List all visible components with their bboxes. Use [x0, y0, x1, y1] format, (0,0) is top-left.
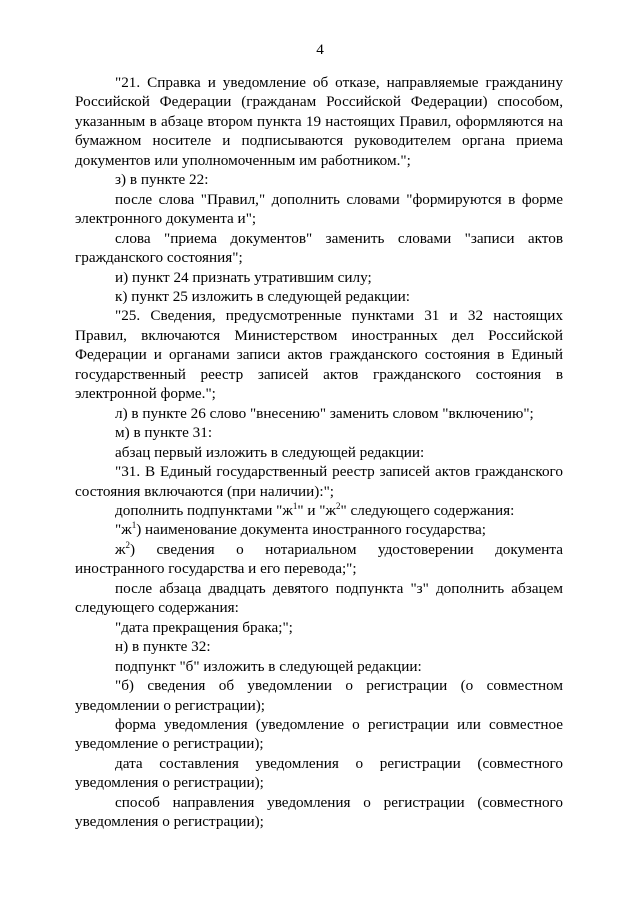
superscript: 1 [292, 500, 298, 511]
paragraph-subpoint-zh1 [75, 520, 563, 539]
paragraph-amendment-k: к) пункт 25 изложить в следующей редакции: [115, 287, 411, 305]
paragraph-add-subpoints [75, 501, 563, 520]
paragraph-amendment-m: м) в пункте 31: [115, 424, 213, 442]
paragraph-item-21-text: "21. Справка и уведомление об отказе, направляемые гражданину Российской Федерации (гражданам Российской Федерации) способом, указанным в абзаце втором пункта 19 настоящих Правил, оформляются на бумажном носителе и подписываются руководителем органа приема документов или уполномоченным им работником."; [75, 74, 563, 169]
paragraph-add-words: после слова "Правил," дополнить словами "формируются в форме электронного документа и"; [75, 190, 563, 228]
text-segment: " следующего содержания: [340, 501, 515, 519]
superscript: 2 [336, 500, 341, 511]
paragraph-subpoint-zh2 [75, 540, 563, 579]
text-segment: ж [115, 540, 126, 558]
text-segment: "ж [115, 521, 132, 539]
paragraph-item-25-text: "25. Сведения, предусмотренные пунктами 31 и 32 настоящих Правил, включаются Министерством иностранных дел Российской Федерации и органами записи актов гражданского состояния в Единый государственный реестр записей актов гражданского состояния в электронной форме."; [75, 307, 563, 403]
paragraph-amendment-i: и) пункт 24 признать утратившим силу; [115, 268, 372, 286]
text-segment: " и "ж [297, 501, 336, 519]
text-segment: дополнить подпунктами "ж [115, 501, 293, 519]
paragraph-subpoint-b: подпункт "б" изложить в следующей редакции: [115, 657, 422, 675]
paragraph-item-31-text: "31. В Единый государственный реестр записей актов гражданского состояния включаются (при наличии):"; [75, 463, 563, 500]
superscript: 1 [131, 520, 137, 531]
paragraph-amendment-z: з) в пункте 22: [115, 171, 209, 189]
paragraph-notification-form: форма уведомления (уведомление о регистрации или совместное уведомление о регистрации); [75, 715, 563, 753]
document-body [75, 73, 563, 832]
paragraph-amendment-l: л) в пункте 26 слово "внесению" заменить словом "включению"; [115, 404, 534, 422]
paragraph-notification-info: "б) сведения об уведомлении о регистрации (о совместном уведомлении о регистрации); [75, 677, 563, 714]
paragraph-amendment-n: н) в пункте 32: [115, 638, 211, 656]
page-number: 4 [316, 41, 324, 58]
paragraph-replace-words: слова "приема документов" заменить словами "записи актов гражданского состояния"; [75, 229, 563, 267]
paragraph-notification-method: способ направления уведомления о регистрации (совместного уведомления о регистрации); [75, 793, 563, 831]
superscript: 2 [125, 539, 130, 550]
paragraph-notification-date: дата составления уведомления о регистрации (совместного уведомления о регистрации); [75, 754, 563, 792]
paragraph-marriage-date: "дата прекращения брака;"; [115, 618, 293, 636]
paragraph-first-abzac: абзац первый изложить в следующей редакции: [115, 443, 425, 461]
text-segment: ) сведения о нотариальном удостоверении документа иностранного государства и его перевода;"; [75, 540, 563, 578]
paragraph-add-abzac: после абзаца двадцать девятого подпункта "з" дополнить абзацем следующего содержания: [75, 579, 563, 617]
text-segment: ) наименование документа иностранного государства; [136, 521, 486, 539]
